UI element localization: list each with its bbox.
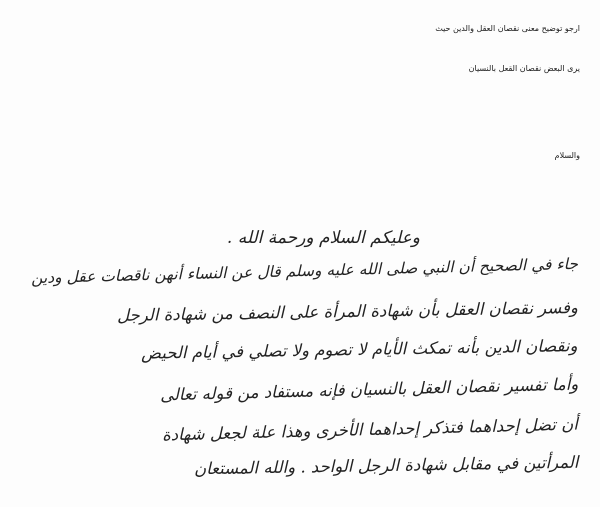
question-line-1: ارجو توضيح معنى نقصان العقل والدين حيث: [435, 24, 580, 33]
question-closing: والسلام: [554, 151, 580, 160]
answer-line-5: أن تضل إحداهما فتذكر إحداهما الأخرى وهذا علة لجعل شهادة: [161, 414, 579, 445]
answer-line-3: ونقصان الدين بأنه تمكث الأيام لا تصوم ولا تصلي في أيام الحيض: [141, 336, 579, 363]
answer-greeting: وعليكم السلام ورحمة الله .: [226, 228, 420, 248]
answer-line-4: وأما تفسير نقصان العقل بالنسيان فإنه مستفاد من قوله تعالى: [159, 374, 579, 405]
answer-line-1: جاء في الصحيح أن النبي صلى الله عليه وسلم قال عن النساء أنهن ناقصات عقل ودين: [30, 254, 579, 288]
answer-line-2: وفسر نقصان العقل بأن شهادة المرأة على النصف من شهادة الرجل: [116, 297, 579, 326]
question-line-2: يرى البعض نقصان القعل بالنسيان: [468, 64, 580, 73]
answer-line-6: المرأتين في مقابل شهادة الرجل الواحد . والله المستعان: [193, 452, 579, 479]
